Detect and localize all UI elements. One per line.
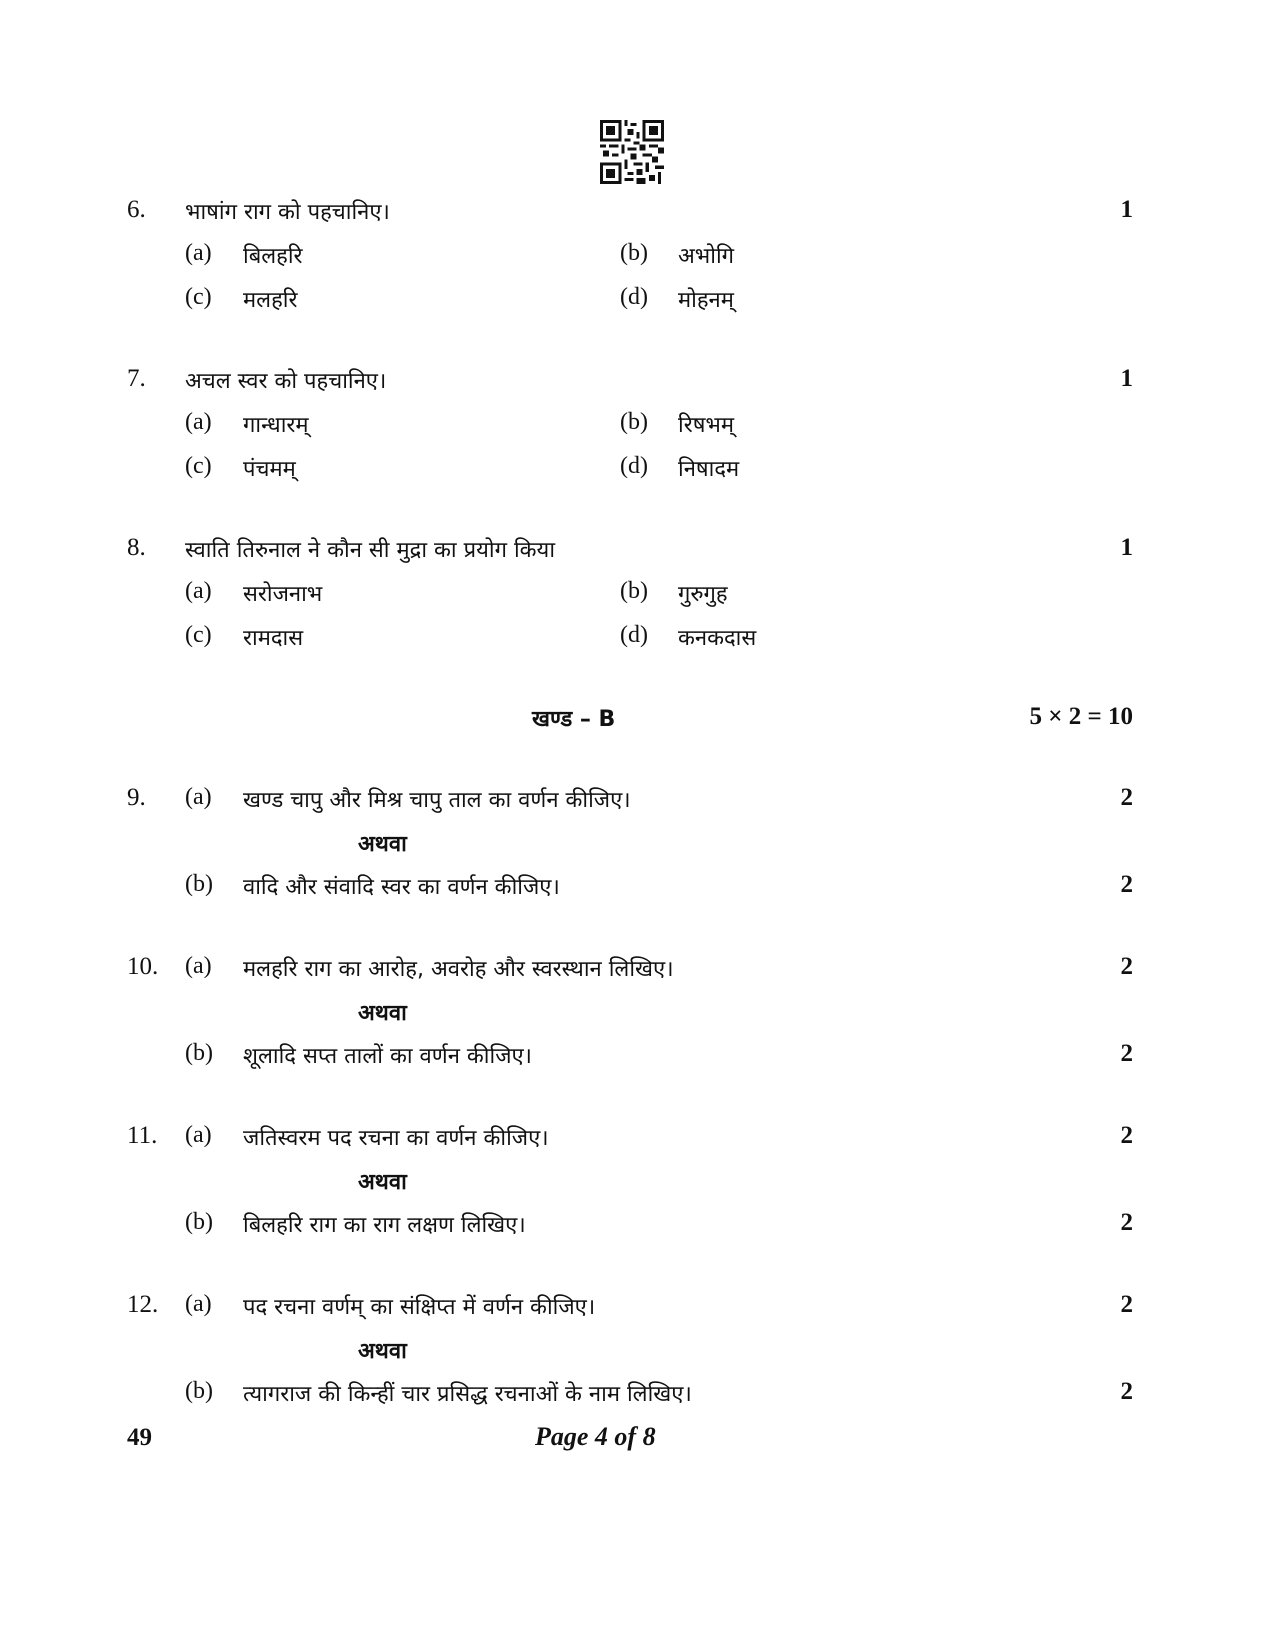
- question-number: 8.: [127, 534, 146, 561]
- question-text: बिलहरि राग का राग लक्षण लिखिए।: [243, 1213, 526, 1238]
- paper-code: 49: [127, 1424, 152, 1451]
- question-marks: 1: [1120, 196, 1133, 223]
- page-number: Page 4 of 8: [535, 1422, 656, 1451]
- subquestion-label: (b): [185, 871, 213, 897]
- question-text: जतिस्वरम पद रचना का वर्णन कीजिए।: [243, 1126, 549, 1151]
- question-marks: 2: [1120, 1122, 1133, 1149]
- question-number: 12.: [127, 1291, 159, 1318]
- option-label: (d): [620, 622, 648, 648]
- subquestion-label: (a): [185, 1122, 212, 1148]
- question-marks: 2: [1120, 1378, 1133, 1405]
- option-text: निषादम: [678, 457, 740, 482]
- question-marks: 2: [1120, 953, 1133, 980]
- question-text: स्वाति तिरुनाल ने कौन सी मुद्रा का प्रयोग किया: [185, 538, 556, 563]
- or-label: अथवा: [358, 1170, 407, 1195]
- option-text: अभोगि: [678, 244, 735, 269]
- question-marks: 2: [1120, 784, 1133, 811]
- option-label: (c): [185, 622, 212, 648]
- question-number: 6.: [127, 196, 146, 223]
- option-text: मोहनम्: [678, 288, 734, 313]
- option-text: गान्धारम्: [243, 413, 309, 438]
- section-marks: 5 × 2 = 10: [1029, 703, 1133, 730]
- option-label: (c): [185, 453, 212, 479]
- option-label: (b): [620, 409, 648, 435]
- subquestion-label: (b): [185, 1040, 213, 1066]
- option-text: पंचमम्: [243, 457, 296, 482]
- question-marks: 2: [1120, 1209, 1133, 1236]
- subquestion-label: (b): [185, 1378, 213, 1404]
- option-label: (a): [185, 409, 212, 435]
- question-marks: 1: [1120, 365, 1133, 392]
- or-label: अथवा: [358, 1001, 407, 1026]
- option-label: (a): [185, 578, 212, 604]
- question-text: पद रचना वर्णम् का संक्षिप्त में वर्णन कीजिए।: [243, 1295, 596, 1320]
- question-text: त्यागराज की किन्हीं चार प्रसिद्ध रचनाओं के नाम लिखिए।: [243, 1382, 692, 1407]
- question-text: शूलादि सप्त तालों का वर्णन कीजिए।: [243, 1044, 533, 1069]
- option-text: रामदास: [243, 626, 304, 651]
- option-label: (d): [620, 453, 648, 479]
- option-text: कनकदास: [678, 626, 757, 651]
- option-text: बिलहरि: [243, 244, 303, 269]
- qr-code-icon: [600, 120, 664, 184]
- question-marks: 2: [1120, 1040, 1133, 1067]
- subquestion-label: (b): [185, 1209, 213, 1235]
- question-text: अचल स्वर को पहचानिए।: [185, 369, 387, 394]
- subquestion-label: (a): [185, 953, 212, 979]
- question-number: 7.: [127, 365, 146, 392]
- or-label: अथवा: [358, 832, 407, 857]
- option-text: रिषभम्: [678, 413, 735, 438]
- question-text: भाषांग राग को पहचानिए।: [185, 200, 390, 225]
- option-label: (c): [185, 284, 212, 310]
- subquestion-label: (a): [185, 1291, 212, 1317]
- question-number: 9.: [127, 784, 146, 811]
- section-title: खण्ड – B: [532, 707, 616, 732]
- question-text: मलहरि राग का आरोह, अवरोह और स्वरस्थान लिखिए।: [243, 957, 674, 982]
- option-text: सरोजनाभ: [243, 582, 323, 607]
- question-text: वादि और संवादि स्वर का वर्णन कीजिए।: [243, 875, 560, 900]
- or-label: अथवा: [358, 1339, 407, 1364]
- question-marks: 2: [1120, 1291, 1133, 1318]
- option-label: (b): [620, 578, 648, 604]
- question-number: 10.: [127, 953, 159, 980]
- option-label: (d): [620, 284, 648, 310]
- option-label: (b): [620, 240, 648, 266]
- option-label: (a): [185, 240, 212, 266]
- question-marks: 1: [1120, 534, 1133, 561]
- subquestion-label: (a): [185, 784, 212, 810]
- option-text: मलहरि: [243, 288, 298, 313]
- question-marks: 2: [1120, 871, 1133, 898]
- question-number: 11.: [127, 1122, 158, 1149]
- option-text: गुरुगुह: [678, 582, 728, 607]
- question-text: खण्ड चापु और मिश्र चापु ताल का वर्णन कीजिए।: [243, 788, 631, 813]
